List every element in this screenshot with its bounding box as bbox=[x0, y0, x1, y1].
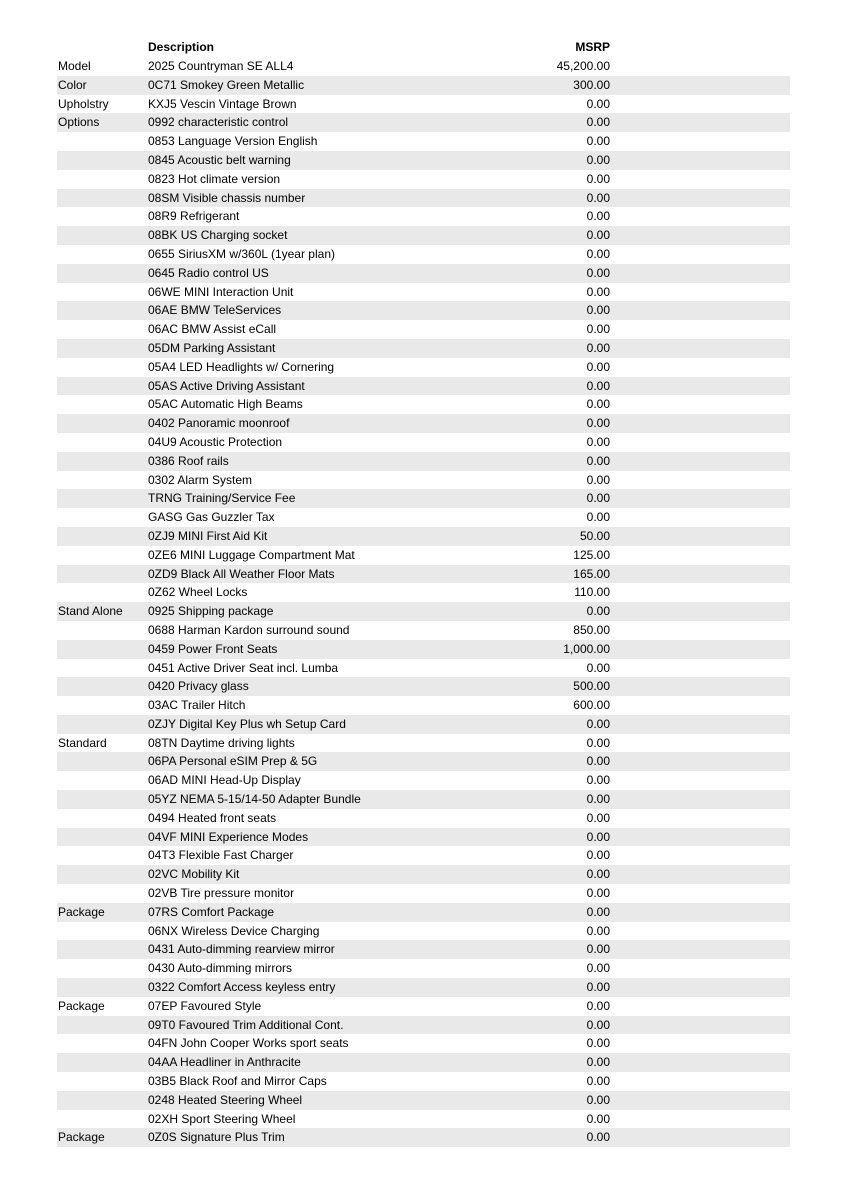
table-row bbox=[57, 734, 790, 753]
table-row bbox=[57, 940, 790, 959]
table-body bbox=[57, 57, 790, 1147]
row-description-cell: 05A4 LED Headlights w/ Cornering bbox=[148, 359, 335, 374]
row-msrp-cell: 0.00 bbox=[586, 848, 610, 863]
row-description-cell: 04U9 Acoustic Protection bbox=[148, 434, 283, 449]
table-row bbox=[57, 508, 790, 527]
row-msrp-cell: 0.00 bbox=[586, 284, 610, 299]
row-msrp-cell: 0.00 bbox=[586, 416, 610, 431]
row-description-cell: 0992 characteristic control bbox=[148, 115, 289, 130]
table-row bbox=[57, 489, 790, 508]
table-row bbox=[57, 922, 790, 941]
row-msrp-cell: 45,200.00 bbox=[556, 59, 610, 73]
table-row bbox=[57, 57, 790, 76]
table-row bbox=[57, 828, 790, 847]
row-msrp-cell: 0.00 bbox=[586, 434, 610, 449]
row-category-cell: Package bbox=[58, 904, 105, 919]
row-description-cell: 0ZE6 MINI Luggage Compartment Mat bbox=[148, 547, 355, 562]
row-msrp-cell: 0.00 bbox=[586, 604, 610, 619]
table-row bbox=[57, 1110, 790, 1129]
row-msrp-cell: 0.00 bbox=[586, 359, 610, 374]
row-msrp-cell: 0.00 bbox=[586, 660, 610, 675]
row-category-cell: Package bbox=[58, 1130, 105, 1145]
row-msrp-cell: 300.00 bbox=[573, 77, 610, 92]
row-description-cell: 04VF MINI Experience Modes bbox=[148, 829, 309, 844]
row-msrp-cell: 0.00 bbox=[586, 152, 610, 167]
row-msrp-cell: 0.00 bbox=[586, 115, 610, 130]
table-row bbox=[57, 339, 790, 358]
row-msrp-cell: 0.00 bbox=[586, 491, 610, 506]
row-category-cell: Upholstry bbox=[58, 96, 109, 111]
row-description-cell: 0845 Acoustic belt warning bbox=[148, 152, 291, 167]
table-row bbox=[57, 565, 790, 584]
row-msrp-cell: 0.00 bbox=[586, 228, 610, 243]
row-msrp-cell: 125.00 bbox=[573, 547, 610, 562]
row-category-cell: Standard bbox=[58, 735, 107, 750]
row-description-cell: 05DM Parking Assistant bbox=[148, 340, 276, 355]
row-msrp-cell: 0.00 bbox=[586, 190, 610, 205]
table-row bbox=[57, 997, 790, 1016]
row-description-cell: 05AC Automatic High Beams bbox=[148, 397, 303, 412]
row-description-cell: 0925 Shipping package bbox=[148, 604, 274, 619]
table-row bbox=[57, 207, 790, 226]
row-description-cell: 0ZD9 Black All Weather Floor Mats bbox=[148, 566, 335, 581]
table-row bbox=[57, 320, 790, 339]
table-row bbox=[57, 677, 790, 696]
row-description-cell: 04T3 Flexible Fast Charger bbox=[148, 848, 294, 863]
table-row bbox=[57, 433, 790, 452]
table-row bbox=[57, 76, 790, 95]
row-description-cell: 0302 Alarm System bbox=[148, 472, 253, 487]
row-msrp-cell: 0.00 bbox=[586, 322, 610, 337]
table-row bbox=[57, 903, 790, 922]
row-msrp-cell: 0.00 bbox=[586, 134, 610, 149]
table-row bbox=[57, 452, 790, 471]
row-msrp-cell: 0.00 bbox=[586, 867, 610, 882]
table-row bbox=[57, 846, 790, 865]
row-msrp-cell: 0.00 bbox=[586, 829, 610, 844]
vehicle-options-table bbox=[57, 38, 790, 1147]
table-row bbox=[57, 414, 790, 433]
table-row bbox=[57, 1034, 790, 1053]
table-row bbox=[57, 358, 790, 377]
row-description-cell: 03B5 Black Roof and Mirror Caps bbox=[148, 1074, 327, 1089]
row-msrp-cell: 0.00 bbox=[586, 1074, 610, 1089]
row-msrp-cell: 0.00 bbox=[586, 886, 610, 901]
row-description-cell: 0ZJ9 MINI First Aid Kit bbox=[148, 528, 268, 543]
row-description-cell: 06AE BMW TeleServices bbox=[148, 303, 282, 318]
row-msrp-cell: 0.00 bbox=[586, 792, 610, 807]
table-row bbox=[57, 602, 790, 621]
row-category-cell: Color bbox=[58, 77, 87, 92]
table-row bbox=[57, 865, 790, 884]
row-msrp-cell: 0.00 bbox=[586, 942, 610, 957]
row-msrp-cell: 0.00 bbox=[586, 1111, 610, 1126]
row-description-cell: 0402 Panoramic moonroof bbox=[148, 416, 290, 431]
table-row bbox=[57, 583, 790, 602]
row-description-cell: 0430 Auto-dimming mirrors bbox=[148, 961, 293, 976]
table-row bbox=[57, 283, 790, 302]
row-msrp-cell: 0.00 bbox=[586, 961, 610, 976]
row-description-cell: 0459 Power Front Seats bbox=[148, 641, 278, 656]
row-msrp-cell: 50.00 bbox=[579, 528, 610, 543]
row-description-cell: 0853 Language Version English bbox=[148, 134, 318, 149]
table-row bbox=[57, 132, 790, 151]
table-row bbox=[57, 659, 790, 678]
row-description-cell: 06PA Personal eSIM Prep & 5G bbox=[148, 754, 318, 769]
row-msrp-cell: 0.00 bbox=[586, 773, 610, 788]
row-msrp-cell: 0.00 bbox=[586, 810, 610, 825]
table-row bbox=[57, 1128, 790, 1147]
table-row bbox=[57, 884, 790, 903]
table-row bbox=[57, 790, 790, 809]
row-description-cell: 2025 Countryman SE ALL4 bbox=[148, 59, 294, 73]
row-description-cell: 0248 Heated Steering Wheel bbox=[148, 1092, 303, 1107]
row-description-cell: 0Z62 Wheel Locks bbox=[148, 585, 248, 600]
row-category-cell: Stand Alone bbox=[58, 604, 123, 619]
row-msrp-cell: 0.00 bbox=[586, 735, 610, 750]
row-msrp-cell: 110.00 bbox=[574, 585, 610, 600]
table-row bbox=[57, 978, 790, 997]
row-msrp-cell: 0.00 bbox=[586, 980, 610, 995]
table-header-row bbox=[57, 38, 790, 57]
table-row bbox=[57, 621, 790, 640]
row-description-cell: 03AC Trailer Hitch bbox=[148, 698, 246, 713]
row-msrp-cell: 0.00 bbox=[586, 1092, 610, 1107]
row-msrp-cell: 0.00 bbox=[586, 340, 610, 355]
row-msrp-cell: 0.00 bbox=[586, 209, 610, 224]
row-msrp-cell: 0.00 bbox=[586, 510, 610, 525]
table-row bbox=[57, 264, 790, 283]
row-description-cell: 04AA Headliner in Anthracite bbox=[148, 1055, 301, 1070]
row-category-cell: Package bbox=[58, 998, 105, 1013]
row-msrp-cell: 0.00 bbox=[586, 397, 610, 412]
table-row bbox=[57, 95, 790, 114]
row-msrp-cell: 1,000.00 bbox=[563, 641, 610, 656]
column-header-description: Description bbox=[148, 40, 215, 55]
row-description-cell: 0431 Auto-dimming rearview mirror bbox=[148, 942, 335, 957]
row-msrp-cell: 0.00 bbox=[586, 303, 610, 318]
row-msrp-cell: 0.00 bbox=[586, 453, 610, 468]
table-row bbox=[57, 377, 790, 396]
row-msrp-cell: 0.00 bbox=[586, 246, 610, 261]
column-header-msrp: MSRP bbox=[575, 40, 610, 55]
row-msrp-cell: 0.00 bbox=[586, 904, 610, 919]
row-category-cell: Options bbox=[58, 115, 100, 130]
row-description-cell: 0386 Roof rails bbox=[148, 453, 229, 468]
row-description-cell: 07EP Favoured Style bbox=[148, 998, 262, 1013]
row-msrp-cell: 0.00 bbox=[586, 378, 610, 393]
row-msrp-cell: 850.00 bbox=[573, 622, 610, 637]
row-description-cell: 05AS Active Driving Assistant bbox=[148, 378, 305, 393]
row-msrp-cell: 0.00 bbox=[586, 923, 610, 938]
table-row bbox=[57, 1091, 790, 1110]
row-description-cell: 06NX Wireless Device Charging bbox=[148, 923, 320, 938]
row-description-cell: 06AC BMW Assist eCall bbox=[148, 322, 277, 337]
table-row bbox=[57, 113, 790, 132]
row-msrp-cell: 0.00 bbox=[586, 1130, 610, 1145]
row-msrp-cell: 0.00 bbox=[586, 716, 610, 731]
table-row bbox=[57, 1016, 790, 1035]
row-description-cell: 0Z0S Signature Plus Trim bbox=[148, 1130, 285, 1145]
row-category-cell: Model bbox=[58, 59, 91, 73]
row-description-cell: 08BK US Charging socket bbox=[148, 228, 288, 243]
row-description-cell: 08R9 Refrigerant bbox=[148, 209, 240, 224]
row-msrp-cell: 0.00 bbox=[586, 472, 610, 487]
row-msrp-cell: 0.00 bbox=[586, 171, 610, 186]
row-description-cell: 0420 Privacy glass bbox=[148, 679, 249, 694]
row-description-cell: TRNG Training/Service Fee bbox=[148, 491, 296, 506]
table-row bbox=[57, 640, 790, 659]
row-description-cell: 06AD MINI Head-Up Display bbox=[148, 773, 301, 788]
row-msrp-cell: 165.00 bbox=[573, 566, 610, 581]
row-description-cell: 0823 Hot climate version bbox=[148, 171, 281, 186]
row-description-cell: 02XH Sport Steering Wheel bbox=[148, 1111, 296, 1126]
table-row bbox=[57, 471, 790, 490]
row-msrp-cell: 0.00 bbox=[586, 1036, 610, 1051]
row-description-cell: 0451 Active Driver Seat incl. Lumba bbox=[148, 660, 339, 675]
row-description-cell: 0ZJY Digital Key Plus wh Setup Card bbox=[148, 716, 346, 731]
table-row bbox=[57, 189, 790, 208]
table-row bbox=[57, 527, 790, 546]
row-msrp-cell: 0.00 bbox=[586, 1017, 610, 1032]
row-description-cell: 09T0 Favoured Trim Additional Cont. bbox=[148, 1017, 344, 1032]
row-description-cell: 0655 SiriusXM w/360L (1year plan) bbox=[148, 246, 335, 261]
row-description-cell: 02VC Mobility Kit bbox=[148, 867, 240, 882]
row-msrp-cell: 500.00 bbox=[573, 679, 610, 694]
table-row bbox=[57, 1072, 790, 1091]
row-msrp-cell: 0.00 bbox=[586, 998, 610, 1013]
table-row bbox=[57, 696, 790, 715]
row-description-cell: 06WE MINI Interaction Unit bbox=[148, 284, 294, 299]
table-row bbox=[57, 752, 790, 771]
row-description-cell: 02VB Tire pressure monitor bbox=[148, 886, 295, 901]
row-msrp-cell: 600.00 bbox=[573, 698, 610, 713]
row-description-cell: 07RS Comfort Package bbox=[148, 904, 275, 919]
row-msrp-cell: 0.00 bbox=[586, 754, 610, 769]
table-row bbox=[57, 151, 790, 170]
table-row bbox=[57, 959, 790, 978]
table-row bbox=[57, 771, 790, 790]
row-description-cell: 0494 Heated front seats bbox=[148, 810, 277, 825]
table-row bbox=[57, 546, 790, 565]
row-description-cell: 0322 Comfort Access keyless entry bbox=[148, 980, 336, 995]
table-row bbox=[57, 226, 790, 245]
table-row bbox=[57, 245, 790, 264]
row-msrp-cell: 0.00 bbox=[586, 1055, 610, 1070]
table-row bbox=[57, 715, 790, 734]
row-description-cell: 08SM Visible chassis number bbox=[148, 190, 306, 205]
row-description-cell: 08TN Daytime driving lights bbox=[148, 735, 295, 750]
row-msrp-cell: 0.00 bbox=[586, 96, 610, 111]
row-description-cell: KXJ5 Vescin Vintage Brown bbox=[148, 96, 297, 111]
table-row bbox=[57, 1053, 790, 1072]
table-row bbox=[57, 170, 790, 189]
table-row bbox=[57, 301, 790, 320]
row-description-cell: 0C71 Smokey Green Metallic bbox=[148, 77, 305, 92]
table-row bbox=[57, 809, 790, 828]
row-description-cell: 0645 Radio control US bbox=[148, 265, 269, 280]
row-description-cell: 05YZ NEMA 5-15/14-50 Adapter Bundle bbox=[148, 792, 361, 807]
row-description-cell: 0688 Harman Kardon surround sound bbox=[148, 622, 350, 637]
table-row bbox=[57, 395, 790, 414]
row-description-cell: 04FN John Cooper Works sport seats bbox=[148, 1036, 349, 1051]
row-msrp-cell: 0.00 bbox=[586, 265, 610, 280]
row-description-cell: GASG Gas Guzzler Tax bbox=[148, 510, 275, 525]
